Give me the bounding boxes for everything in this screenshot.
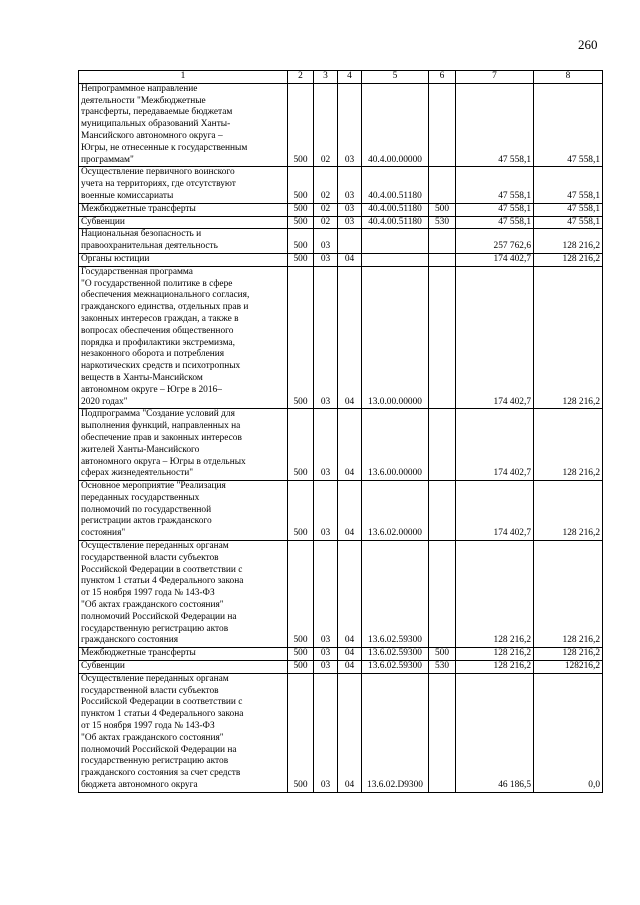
cell-admin-code: 500: [288, 661, 314, 674]
cell-expense-type: [429, 167, 456, 203]
cell-target-article: 13.6.00.00000: [362, 409, 429, 481]
table-row: [79, 661, 603, 674]
cell-subsection: 04: [338, 481, 362, 541]
cell-admin-code: 500: [288, 83, 314, 167]
cell-amount-year2: 128 216,2: [534, 648, 603, 661]
cell-name: Межбюджетные трансферты: [79, 203, 288, 216]
table-header-row: [79, 71, 603, 84]
budget-table: [78, 70, 603, 793]
cell-section: 02: [314, 216, 338, 229]
cell-section: 03: [314, 266, 338, 409]
cell-target-article: 13.6.02.59300: [362, 541, 429, 648]
cell-amount-year1: 47 558,1: [456, 83, 534, 167]
cell-expense-type: 500: [429, 648, 456, 661]
cell-admin-code: 500: [288, 409, 314, 481]
cell-amount-year1: 174 402,7: [456, 253, 534, 266]
cell-expense-type: [429, 481, 456, 541]
cell-name: Субвенции: [79, 216, 288, 229]
cell-amount-year2: 128 216,2: [534, 253, 603, 266]
cell-amount-year1: 128 216,2: [456, 541, 534, 648]
cell-section: 03: [314, 229, 338, 254]
cell-name: Государственная программа "О государственной политике в сфере обеспечения межнационального согласия, гражданского единства, отдельных прав и законных интересов граждан, а также в вопросах обеспечения общественного порядка и профилактики экстремизма, незаконного оборота и потребления наркотических средств и психотропных веществ в Ханты-Мансийском автономном округе – Югре в 2016– 2020 годах": [79, 266, 288, 409]
cell-amount-year2: 128216,2: [534, 661, 603, 674]
cell-name: Осуществление переданных органам государственной власти субъектов Российской Федерации в соответствии с пунктом 1 статьи 4 Федерального закона от 15 ноября 1997 года № 143-ФЗ "Об актах гражданского состояния" полномочий Российской Федерации на государственную регистрацию актов гражданского состояния: [79, 541, 288, 648]
cell-subsection: [338, 229, 362, 254]
cell-amount-year2: 0,0: [534, 673, 603, 792]
cell-amount-year2: 47 558,1: [534, 83, 603, 167]
table-row: [79, 673, 603, 792]
table-row: [79, 203, 603, 216]
cell-amount-year2: 128 216,2: [534, 229, 603, 254]
header-cell: 1: [79, 71, 288, 84]
cell-expense-type: [429, 229, 456, 254]
header-cell: 8: [534, 71, 603, 84]
cell-amount-year1: 174 402,7: [456, 266, 534, 409]
page-number: 260: [578, 37, 598, 52]
cell-subsection: 03: [338, 203, 362, 216]
cell-amount-year2: 47 558,1: [534, 216, 603, 229]
cell-subsection: 04: [338, 661, 362, 674]
cell-subsection: 04: [338, 266, 362, 409]
cell-expense-type: 530: [429, 216, 456, 229]
cell-admin-code: 500: [288, 481, 314, 541]
header-cell: 7: [456, 71, 534, 84]
cell-section: 03: [314, 673, 338, 792]
cell-admin-code: 500: [288, 229, 314, 254]
cell-amount-year1: 128 216,2: [456, 648, 534, 661]
cell-target-article: 40.4.00.51180: [362, 203, 429, 216]
table-row: [79, 216, 603, 229]
table-row: [79, 541, 603, 648]
cell-amount-year1: 46 186,5: [456, 673, 534, 792]
table-row: [79, 253, 603, 266]
header-cell: 5: [362, 71, 429, 84]
cell-section: 02: [314, 203, 338, 216]
cell-target-article: 13.6.02.D9300: [362, 673, 429, 792]
table-row: [79, 409, 603, 481]
header-cell: 6: [429, 71, 456, 84]
cell-admin-code: 500: [288, 673, 314, 792]
cell-admin-code: 500: [288, 648, 314, 661]
table-row: [79, 648, 603, 661]
cell-name: Подпрограмма "Создание условий для выполнения функций, направленных на обеспечение прав и законных интересов жителей Ханты-Мансийского автономного округа – Югры в отдельных сферах жизнедеятельности": [79, 409, 288, 481]
cell-expense-type: 500: [429, 203, 456, 216]
cell-amount-year2: 128 216,2: [534, 481, 603, 541]
cell-amount-year2: 128 216,2: [534, 541, 603, 648]
cell-target-article: 40.4.00.00000: [362, 83, 429, 167]
cell-subsection: 04: [338, 541, 362, 648]
cell-subsection: 03: [338, 167, 362, 203]
cell-section: 03: [314, 481, 338, 541]
header-cell: 2: [288, 71, 314, 84]
cell-subsection: 03: [338, 216, 362, 229]
cell-name: Национальная безопасность и правоохранительная деятельность: [79, 229, 288, 254]
cell-expense-type: [429, 266, 456, 409]
table-row: [79, 167, 603, 203]
cell-admin-code: 500: [288, 253, 314, 266]
cell-subsection: 04: [338, 673, 362, 792]
cell-name: Основное мероприятие "Реализация переданных государственных полномочий по государственной регистрации актов гражданского состояния": [79, 481, 288, 541]
cell-admin-code: 500: [288, 216, 314, 229]
cell-expense-type: [429, 673, 456, 792]
cell-subsection: 04: [338, 648, 362, 661]
cell-amount-year1: 174 402,7: [456, 409, 534, 481]
cell-name: Непрограммное направление деятельности "Межбюджетные трансферты, передаваемые бюджетам муниципальных образований Ханты- Мансийского автономного округа – Югры, не отнесенные к государственным программам": [79, 83, 288, 167]
table-row: [79, 83, 603, 167]
cell-section: 03: [314, 661, 338, 674]
cell-name: Субвенции: [79, 661, 288, 674]
cell-subsection: 04: [338, 253, 362, 266]
cell-amount-year2: 128 216,2: [534, 266, 603, 409]
cell-target-article: [362, 229, 429, 254]
cell-amount-year2: 47 558,1: [534, 167, 603, 203]
cell-amount-year2: 47 558,1: [534, 203, 603, 216]
cell-target-article: 13.6.02.59300: [362, 661, 429, 674]
cell-name: Осуществление переданных органам государственной власти субъектов Российской Федерации в соответствии с пунктом 1 статьи 4 Федерального закона от 15 ноября 1997 года № 143-ФЗ "Об актах гражданского состояния" полномочий Российской Федерации на государственную регистрацию актов гражданского состояния за счет средств бюджета автономного округа: [79, 673, 288, 792]
cell-expense-type: [429, 83, 456, 167]
cell-subsection: 04: [338, 409, 362, 481]
cell-amount-year1: 128 216,2: [456, 661, 534, 674]
cell-subsection: 03: [338, 83, 362, 167]
cell-section: 03: [314, 409, 338, 481]
cell-admin-code: 500: [288, 203, 314, 216]
cell-admin-code: 500: [288, 167, 314, 203]
cell-expense-type: [429, 409, 456, 481]
cell-admin-code: 500: [288, 266, 314, 409]
cell-amount-year1: 257 762,6: [456, 229, 534, 254]
cell-target-article: 40.4.00.51180: [362, 216, 429, 229]
cell-admin-code: 500: [288, 541, 314, 648]
cell-section: 03: [314, 253, 338, 266]
cell-section: 03: [314, 541, 338, 648]
cell-name: Органы юстиции: [79, 253, 288, 266]
cell-target-article: 13.6.02.59300: [362, 648, 429, 661]
cell-name: Межбюджетные трансферты: [79, 648, 288, 661]
cell-amount-year1: 47 558,1: [456, 167, 534, 203]
table-row: [79, 229, 603, 254]
cell-amount-year1: 174 402,7: [456, 481, 534, 541]
cell-target-article: 13.0.00.00000: [362, 266, 429, 409]
header-cell: 3: [314, 71, 338, 84]
cell-amount-year1: 47 558,1: [456, 203, 534, 216]
cell-target-article: [362, 253, 429, 266]
cell-name: Осуществление первичного воинского учета на территориях, где отсутствуют военные комиссариаты: [79, 167, 288, 203]
cell-amount-year2: 128 216,2: [534, 409, 603, 481]
cell-section: 02: [314, 167, 338, 203]
cell-target-article: 40.4.00.51180: [362, 167, 429, 203]
cell-expense-type: [429, 541, 456, 648]
cell-target-article: 13.6.02.00000: [362, 481, 429, 541]
cell-expense-type: 530: [429, 661, 456, 674]
cell-expense-type: [429, 253, 456, 266]
cell-section: 02: [314, 83, 338, 167]
table-row: [79, 266, 603, 409]
header-cell: 4: [338, 71, 362, 84]
table-row: [79, 481, 603, 541]
cell-section: 03: [314, 648, 338, 661]
cell-amount-year1: 47 558,1: [456, 216, 534, 229]
